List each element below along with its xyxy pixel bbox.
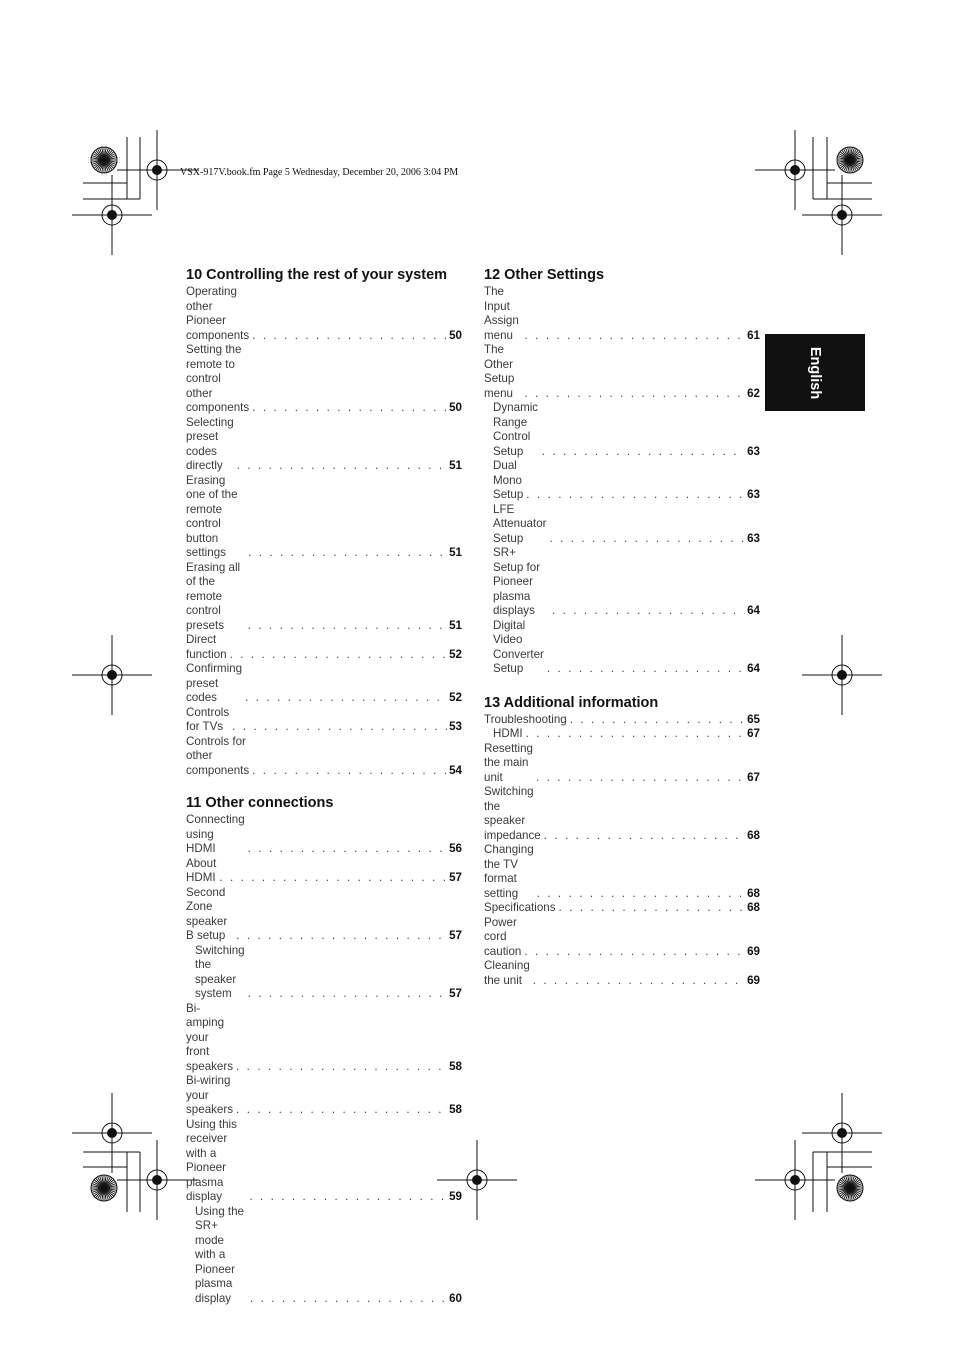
dot-leader xyxy=(248,987,447,1002)
dot-leader xyxy=(547,662,745,677)
dot-leader xyxy=(524,387,745,402)
dot-leader xyxy=(542,445,745,460)
toc-section xyxy=(186,266,462,778)
dot-leader xyxy=(570,713,745,728)
toc-entry-text: Selecting preset codes directly xyxy=(186,415,234,472)
dot-leader xyxy=(237,459,447,474)
toc-entry-text: Using this receiver with a Pioneer plasma display xyxy=(186,1117,237,1203)
toc-entry-text: Changing the TV format setting xyxy=(484,843,534,900)
toc-page-number: 63 xyxy=(747,488,760,501)
toc-entry xyxy=(186,1002,462,1075)
toc-entry-text: Resetting the main unit xyxy=(484,741,533,784)
toc-entry xyxy=(186,706,462,735)
toc-page-number: 63 xyxy=(747,444,760,458)
toc-entry xyxy=(484,713,760,728)
toc-entry-text: Specifications xyxy=(484,901,556,914)
toc-entry xyxy=(186,474,462,561)
dot-leader xyxy=(245,691,447,706)
toc-entry-text: Dynamic Range Control Setup xyxy=(493,401,539,458)
dot-leader xyxy=(236,929,447,944)
toc-page-number: 51 xyxy=(449,618,462,632)
dot-leader xyxy=(250,1292,447,1307)
star-target-mark xyxy=(837,147,863,173)
toc-entry xyxy=(186,285,462,343)
dot-leader xyxy=(248,546,447,561)
toc-page-number: 61 xyxy=(747,328,760,342)
section-title: 13 Additional information xyxy=(484,694,659,711)
dot-leader xyxy=(252,401,447,416)
section-title: 10 Controlling the rest of your system xyxy=(186,267,448,283)
section-title: 11 Other connections xyxy=(186,795,334,811)
toc-entry xyxy=(484,916,760,960)
toc-page-number: 65 xyxy=(747,712,760,726)
toc-entry xyxy=(186,1118,462,1205)
toc-page-number: 62 xyxy=(747,386,760,400)
toc-entry-text: SR+ Setup for Pioneer plasma displays xyxy=(493,546,541,617)
dot-leader xyxy=(525,329,746,344)
toc-entry xyxy=(484,785,760,843)
language-tab-label: English xyxy=(807,346,823,399)
toc-entry-text: Second Zone speaker B setup xyxy=(186,885,228,942)
toc-page-number: 63 xyxy=(747,531,760,545)
toc-entry xyxy=(186,886,462,944)
toc-entry xyxy=(186,343,462,416)
toc-page-number: 58 xyxy=(449,1103,462,1116)
toc-section xyxy=(484,266,760,677)
toc-page-number: 59 xyxy=(449,1190,462,1203)
star-target-mark xyxy=(91,147,117,173)
toc-right-column xyxy=(484,266,760,988)
toc-entry xyxy=(484,401,760,459)
toc-entry-text: Erasing all of the remote control presets xyxy=(186,560,241,632)
toc-page-number: 60 xyxy=(449,1291,462,1305)
toc-page-number: 69 xyxy=(747,973,760,987)
toc-entry xyxy=(186,416,462,474)
toc-entry-text: Digital Video Converter Setup xyxy=(493,618,544,675)
toc-entry xyxy=(484,843,760,901)
dot-leader xyxy=(236,1103,447,1118)
dot-leader xyxy=(249,1190,447,1205)
toc-entry-text: Bi-amping your front speakers xyxy=(186,1001,234,1073)
toc-entry xyxy=(484,727,760,742)
toc-page-number: 52 xyxy=(449,647,462,661)
toc-entry-text: Direct function xyxy=(186,633,227,661)
dot-leader xyxy=(536,771,745,786)
toc-entry xyxy=(484,959,760,988)
toc-page-number: 56 xyxy=(449,842,462,855)
dot-leader xyxy=(533,974,745,989)
toc-page-number: 57 xyxy=(449,987,462,1000)
toc-entry xyxy=(484,459,760,503)
toc-entry-text: LFE Attenuator Setup xyxy=(493,502,547,545)
toc-section xyxy=(484,694,760,989)
toc-entry-text: The Input Assign menu xyxy=(484,285,519,342)
toc-entry xyxy=(186,662,462,706)
toc-page-number: 69 xyxy=(747,944,760,958)
toc-entry-text: Confirming preset codes xyxy=(186,662,243,704)
toc-entry xyxy=(484,343,760,401)
toc-page-number: 68 xyxy=(747,828,760,842)
dot-leader xyxy=(549,532,745,547)
toc-page-number: 53 xyxy=(449,720,462,733)
toc-entry-text: Controls for TVs xyxy=(186,705,230,733)
toc-section xyxy=(186,794,462,1306)
toc-entry xyxy=(186,857,462,886)
toc-entry xyxy=(484,546,760,619)
dot-leader xyxy=(252,764,447,779)
star-target-mark xyxy=(837,1175,863,1201)
toc-page-number: 57 xyxy=(449,929,462,942)
toc-page-number: 64 xyxy=(747,604,760,617)
toc-entry xyxy=(484,742,760,786)
toc-entry-text: Switching the speaker impedance xyxy=(484,785,541,842)
toc-entry xyxy=(186,735,462,779)
dot-leader xyxy=(526,727,745,742)
toc-page-number: 50 xyxy=(449,328,462,342)
toc-page-number: 50 xyxy=(449,401,462,414)
toc-page-number: 67 xyxy=(747,727,760,740)
toc-entry-text: Bi-wiring your speakers xyxy=(186,1074,234,1116)
toc-entry-text: Switching the speaker system xyxy=(195,943,245,1000)
section-title: 12 Other Settings xyxy=(484,267,605,283)
toc-entry-text: Power cord caution xyxy=(484,915,522,958)
toc-entry-text: HDMI xyxy=(493,727,523,740)
toc-page-number: 64 xyxy=(747,662,760,675)
dot-leader xyxy=(248,619,447,634)
toc-entry-text: Cleaning the unit xyxy=(484,959,530,987)
toc-entry xyxy=(186,813,462,857)
toc-entry-text: Erasing one of the remote control button settings xyxy=(186,473,238,559)
toc-page-number: 51 xyxy=(449,546,462,559)
dot-leader xyxy=(526,488,745,503)
toc-page-number: 58 xyxy=(449,1059,462,1073)
dot-leader xyxy=(230,648,447,663)
dot-leader xyxy=(252,329,447,344)
dot-leader xyxy=(236,1060,447,1075)
toc-entry xyxy=(484,503,760,547)
toc-entry xyxy=(186,1205,462,1307)
toc-entry xyxy=(186,633,462,662)
toc-entry xyxy=(186,1074,462,1118)
toc-page-number: 51 xyxy=(449,459,462,472)
toc-entry xyxy=(186,561,462,634)
dot-leader xyxy=(248,842,447,857)
toc-page-number: 54 xyxy=(449,763,462,777)
dot-leader xyxy=(544,829,745,844)
toc-entry-text: The Other Setup menu xyxy=(484,343,515,400)
dot-leader xyxy=(537,887,745,902)
toc-entry xyxy=(186,944,462,1002)
dot-leader xyxy=(524,945,745,960)
toc-entry-text: Connecting using HDMI xyxy=(186,813,245,855)
toc-entry-text: Setting the remote to control other components xyxy=(186,343,250,414)
toc-entry xyxy=(484,901,760,916)
toc-page-number: 68 xyxy=(747,901,760,914)
print-file-info: VSX-917V.book.fm Page 5 Wednesday, December 20, 2006 3:04 PM xyxy=(180,167,459,178)
toc-page-number: 57 xyxy=(449,871,462,884)
toc-page-number: 67 xyxy=(747,770,760,784)
toc-page-number: 52 xyxy=(449,691,462,704)
toc-entry-text: About HDMI xyxy=(186,856,217,884)
toc-entry-text: Troubleshooting xyxy=(484,712,567,726)
language-tab xyxy=(765,334,865,411)
toc-left-column xyxy=(186,266,462,1306)
toc-entry xyxy=(484,619,760,677)
toc-entry-text: Dual Mono Setup xyxy=(493,459,524,501)
dot-leader xyxy=(232,720,447,735)
toc-entry-text: Operating other Pioneer components xyxy=(186,285,250,342)
dot-leader xyxy=(552,604,745,619)
dot-leader xyxy=(559,901,746,916)
toc-entry-text: Using the SR+ mode with a Pioneer plasma display xyxy=(195,1204,244,1305)
toc-entry-text: Controls for other components xyxy=(186,734,250,777)
toc-entry xyxy=(484,285,760,343)
star-target-mark xyxy=(91,1175,117,1201)
toc-page-number: 68 xyxy=(747,886,760,900)
dot-leader xyxy=(219,871,447,886)
